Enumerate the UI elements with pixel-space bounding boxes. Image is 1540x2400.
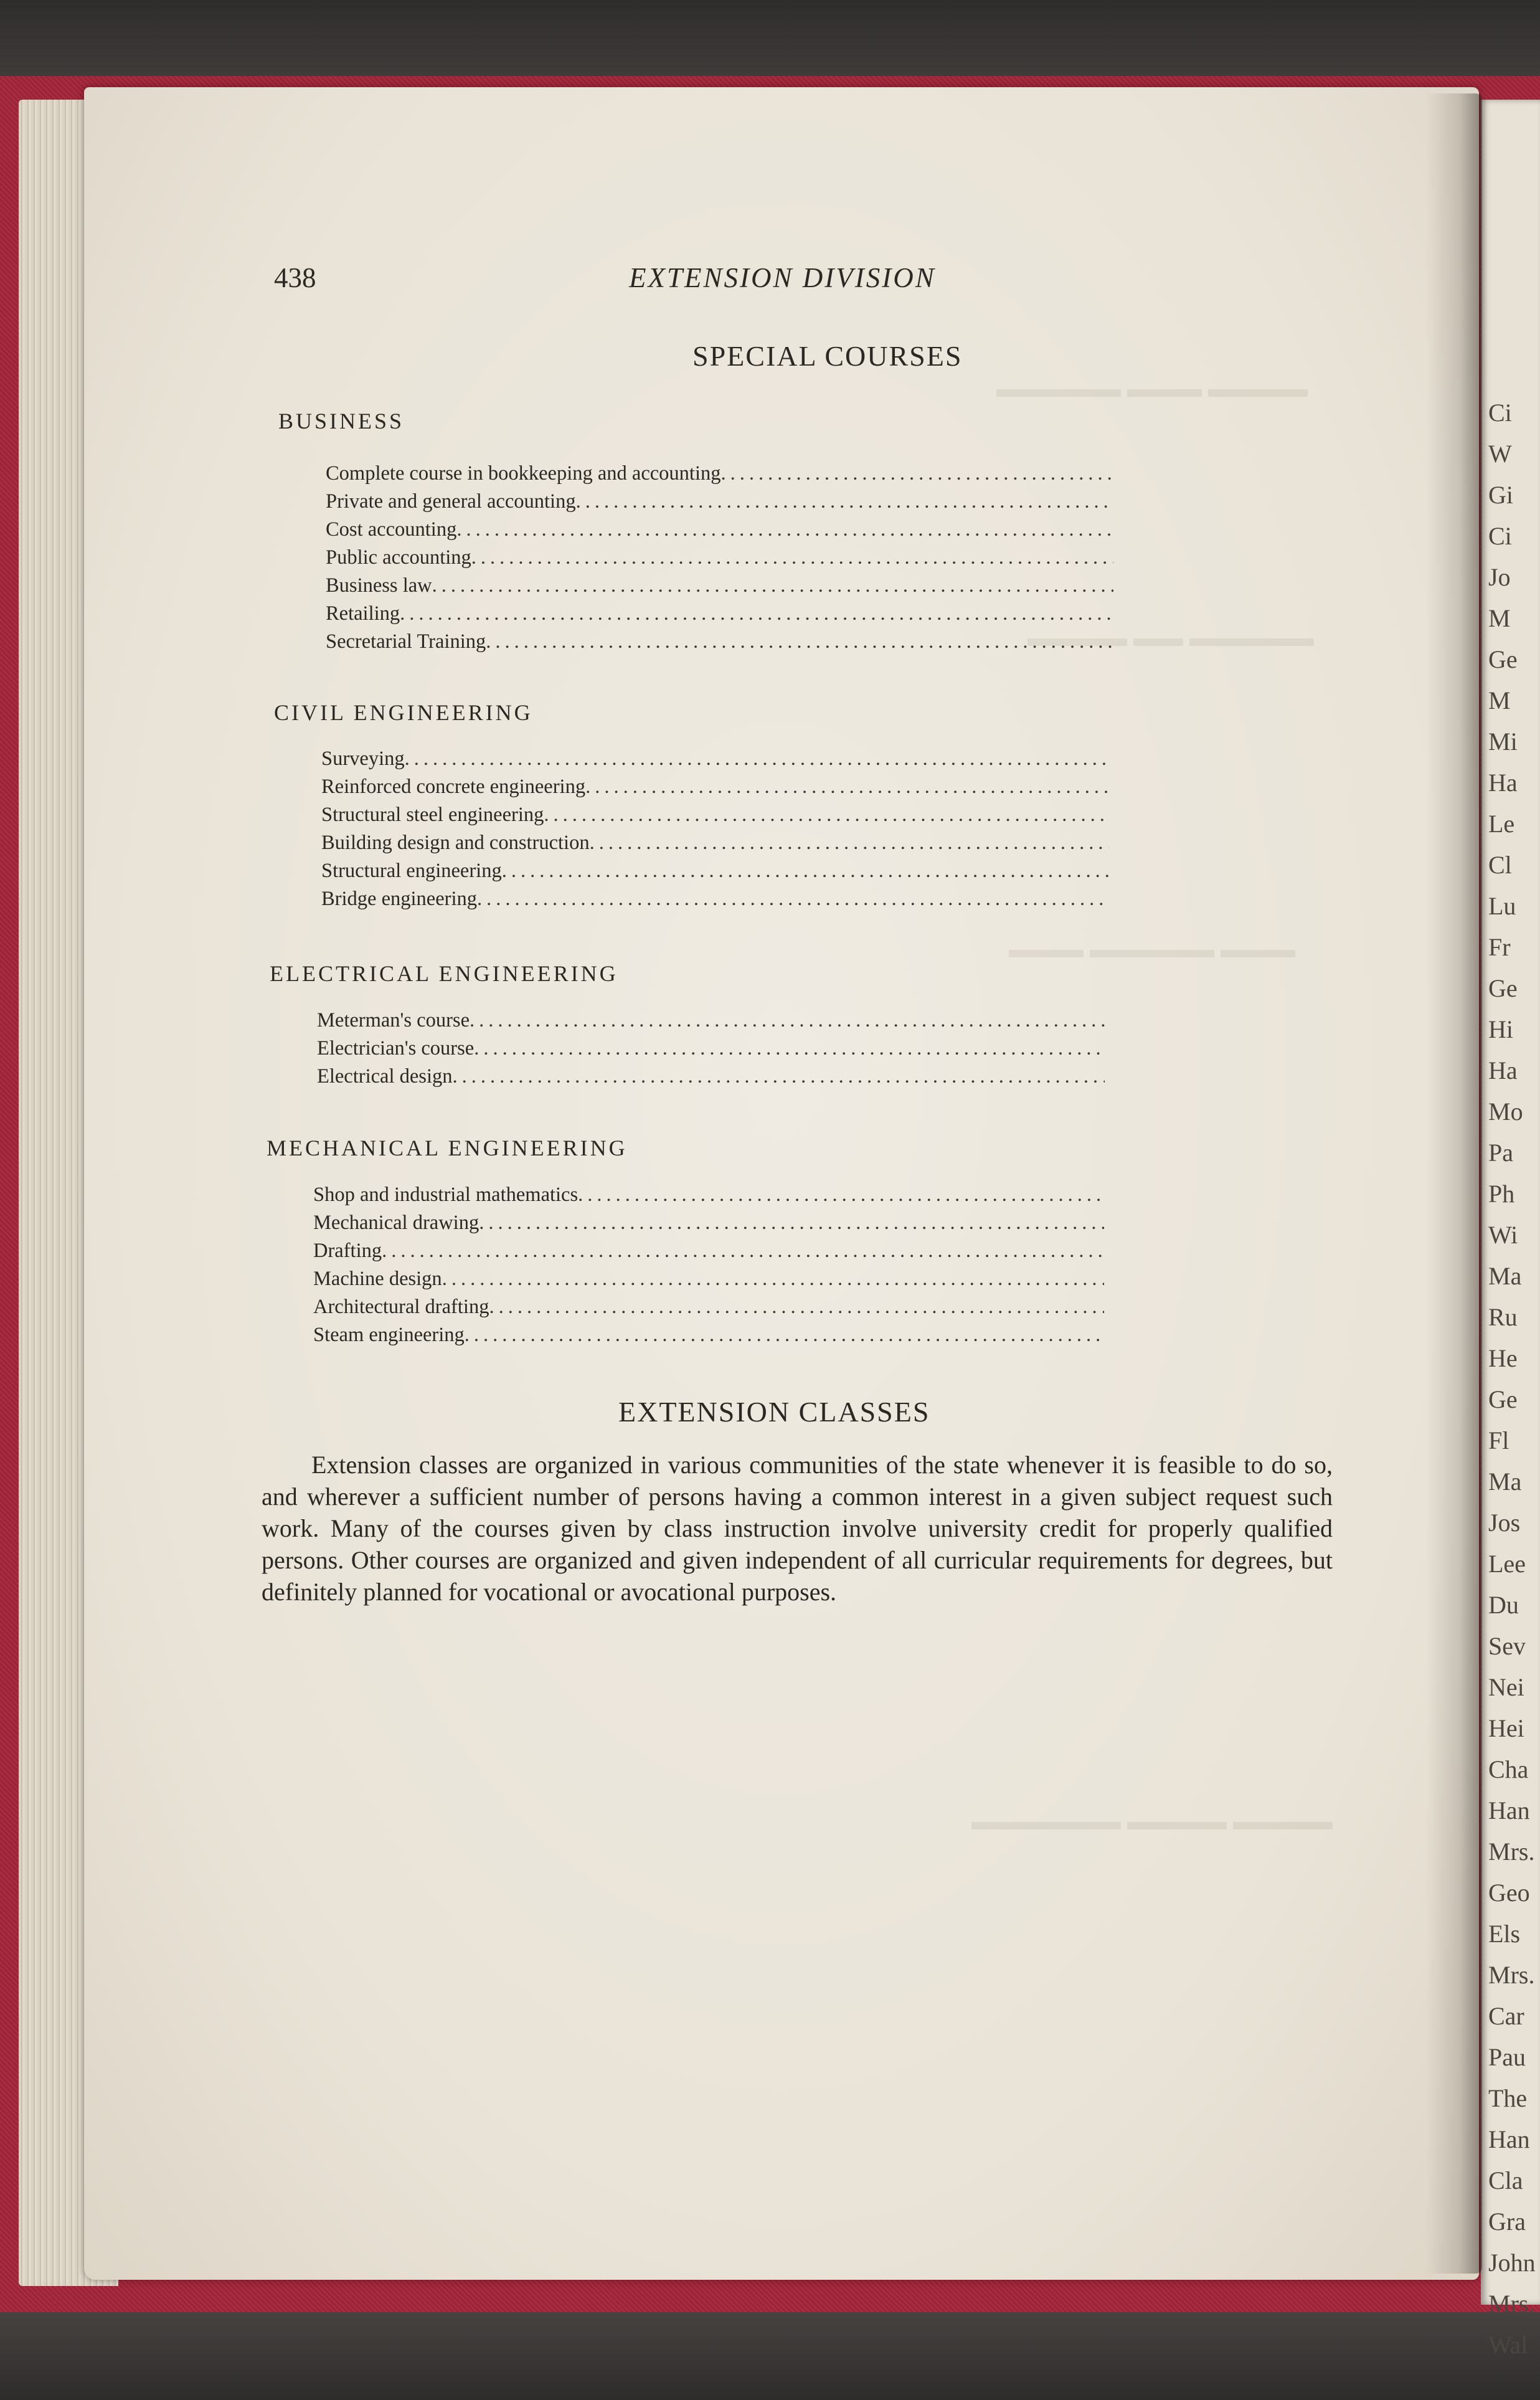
facing-page-fragment: Le [1488, 810, 1515, 838]
facing-page-fragment: Han [1488, 1796, 1530, 1824]
list-item: Drafting ..... [313, 1240, 1104, 1268]
facing-page-fragment: Ru [1488, 1303, 1518, 1331]
facing-page-fragment: John [1488, 2249, 1536, 2277]
facing-page-fragment: Han [1488, 2125, 1530, 2153]
facing-page-fragment: Fr [1488, 933, 1511, 961]
facing-page-text [1488, 392, 1538, 2366]
list-item: Public accounting ..... [326, 546, 1113, 574]
facing-page-fragment: Cl [1488, 851, 1512, 879]
facing-page-fragment: Mrs. [1488, 1961, 1535, 1989]
facing-page-fragment: Geo [1488, 1879, 1530, 1907]
facing-page-fragment: Gi [1488, 481, 1513, 509]
facing-page-fragment: Ci [1488, 399, 1512, 427]
facing-page-fragment: Ci [1488, 522, 1512, 550]
list-item: Secretarial Training ..... [326, 630, 1113, 658]
special-courses-title: SPECIAL COURSES [692, 340, 963, 372]
facing-page-fragment: Mo [1488, 1098, 1523, 1126]
list-item: Structural steel engineering ..... [321, 804, 1109, 832]
facing-page-fragment: Ha [1488, 769, 1518, 797]
list-item: Electrician's course ..... [317, 1037, 1105, 1065]
extension-classes-paragraph: Extension classes are organized in various communities of the state whenever it is feasible to do so, and wherever a sufficient number of persons having a common interest in a given subject request such work. Many of the courses given by class instruction involve university credit for properly qualified persons. Other courses are organized and given independent of all curricular requirements for degrees, but definitely planned for vocational or avocational purposes. [262, 1451, 1333, 1606]
business-course-list [326, 462, 1113, 658]
facing-page-fragment: Pa [1488, 1139, 1513, 1167]
facing-page-fragment: He [1488, 1344, 1518, 1372]
section-heading-civil-engineering: CIVIL ENGINEERING [274, 700, 533, 725]
facing-page-fragment: Ge [1488, 645, 1518, 673]
facing-page-fragment: W [1488, 440, 1512, 468]
running-title: EXTENSION DIVISION [629, 262, 936, 293]
facing-page-fragment: Mrs. [1488, 2290, 1535, 2318]
list-item: Cost accounting ..... [326, 518, 1113, 546]
list-item: Building design and construction ..... [321, 832, 1109, 860]
facing-page-fragment: Ma [1488, 1262, 1522, 1290]
facing-page-fragment: Jos [1488, 1509, 1521, 1537]
scanner-background-top [0, 0, 1540, 84]
facing-page-fragment: Ma [1488, 1468, 1522, 1496]
facing-page-fragment: Cha [1488, 1755, 1529, 1783]
facing-page-fragment: Ge [1488, 1385, 1518, 1413]
bleed-through-decoration: ▬▬▬▬▬ ▬▬ ▬▬▬▬ [1027, 624, 1314, 652]
mechanical-engineering-course-list [313, 1183, 1104, 1352]
section-heading-mechanical-engineering: MECHANICAL ENGINEERING [267, 1136, 628, 1160]
bleed-through-decoration: ▬▬▬▬ ▬▬▬ ▬▬▬▬▬ [996, 374, 1308, 402]
facing-page-fragment: Lee [1488, 1550, 1526, 1578]
facing-page-fragment: M [1488, 686, 1511, 714]
list-item: Surveying ..... [321, 747, 1109, 775]
facing-page-fragment: Pau [1488, 2043, 1526, 2071]
facing-page-fragment: Nei [1488, 1673, 1524, 1701]
facing-page-fragment: Hi [1488, 1015, 1513, 1043]
list-item: Machine design ..... [313, 1268, 1104, 1296]
extension-classes-title: EXTENSION CLASSES [618, 1396, 930, 1428]
running-header [274, 262, 990, 299]
bleed-through-decoration: ▬▬▬ ▬▬▬▬▬ ▬▬▬ [1009, 935, 1295, 963]
list-item: Shop and industrial mathematics ..... [313, 1183, 1104, 1212]
facing-page-fragment: Jo [1488, 563, 1511, 591]
bleed-through-decoration: ▬▬▬▬ ▬▬▬▬ ▬▬▬▬▬▬ [971, 1807, 1333, 1835]
civil-engineering-course-list [321, 747, 1109, 916]
facing-page-fragment: Fl [1488, 1426, 1509, 1454]
list-item: Business law ..... [326, 574, 1113, 602]
facing-page-fragment: Wi [1488, 1221, 1518, 1249]
facing-page [1481, 100, 1540, 2359]
section-heading-business: BUSINESS [278, 409, 405, 434]
page-gutter-shadow [1426, 93, 1482, 2274]
scanner-background-bottom [0, 2298, 1540, 2400]
facing-page-fragment: Ph [1488, 1180, 1515, 1208]
facing-page-fragment: Car [1488, 2002, 1524, 2030]
facing-page-fragment: Mi [1488, 728, 1518, 756]
page-number: 438 [274, 262, 316, 293]
section-heading-electrical-engineering: ELECTRICAL ENGINEERING [270, 961, 618, 986]
list-item: Steam engineering ..... [313, 1324, 1104, 1352]
facing-page-fragment: Sev [1488, 1632, 1526, 1660]
facing-page-fragment: Wal [1488, 2331, 1528, 2359]
list-item: Complete course in bookkeeping and accounting ..... [326, 462, 1113, 490]
facing-page-fragment: Du [1488, 1591, 1519, 1619]
electrical-engineering-course-list [317, 1009, 1105, 1093]
list-item: Retailing ..... [326, 602, 1113, 630]
facing-page-fragment: Cla [1488, 2166, 1523, 2194]
list-item: Structural engineering ..... [321, 860, 1109, 888]
facing-page-fragment: Hei [1488, 1714, 1524, 1742]
list-item: Meterman's course ..... [317, 1009, 1105, 1037]
facing-page-fragment: Gra [1488, 2208, 1526, 2236]
facing-page-fragment: Ha [1488, 1056, 1518, 1084]
list-item: Electrical design ..... [317, 1065, 1105, 1093]
list-item: Architectural drafting ..... [313, 1296, 1104, 1324]
facing-page-fragment: M [1488, 604, 1511, 632]
list-item: Reinforced concrete engineering ..... [321, 775, 1109, 804]
list-item: Private and general accounting ..... [326, 490, 1113, 518]
list-item: Bridge engineering ..... [321, 888, 1109, 916]
facing-page-fragment: Ge [1488, 974, 1518, 1002]
facing-page-fragment: Els [1488, 1920, 1521, 1948]
facing-page-fragment: Mrs. [1488, 1838, 1535, 1866]
facing-page-fragment: Lu [1488, 892, 1516, 920]
facing-page-fragment: The [1488, 2084, 1528, 2112]
list-item: Mechanical drawing ..... [313, 1212, 1104, 1240]
